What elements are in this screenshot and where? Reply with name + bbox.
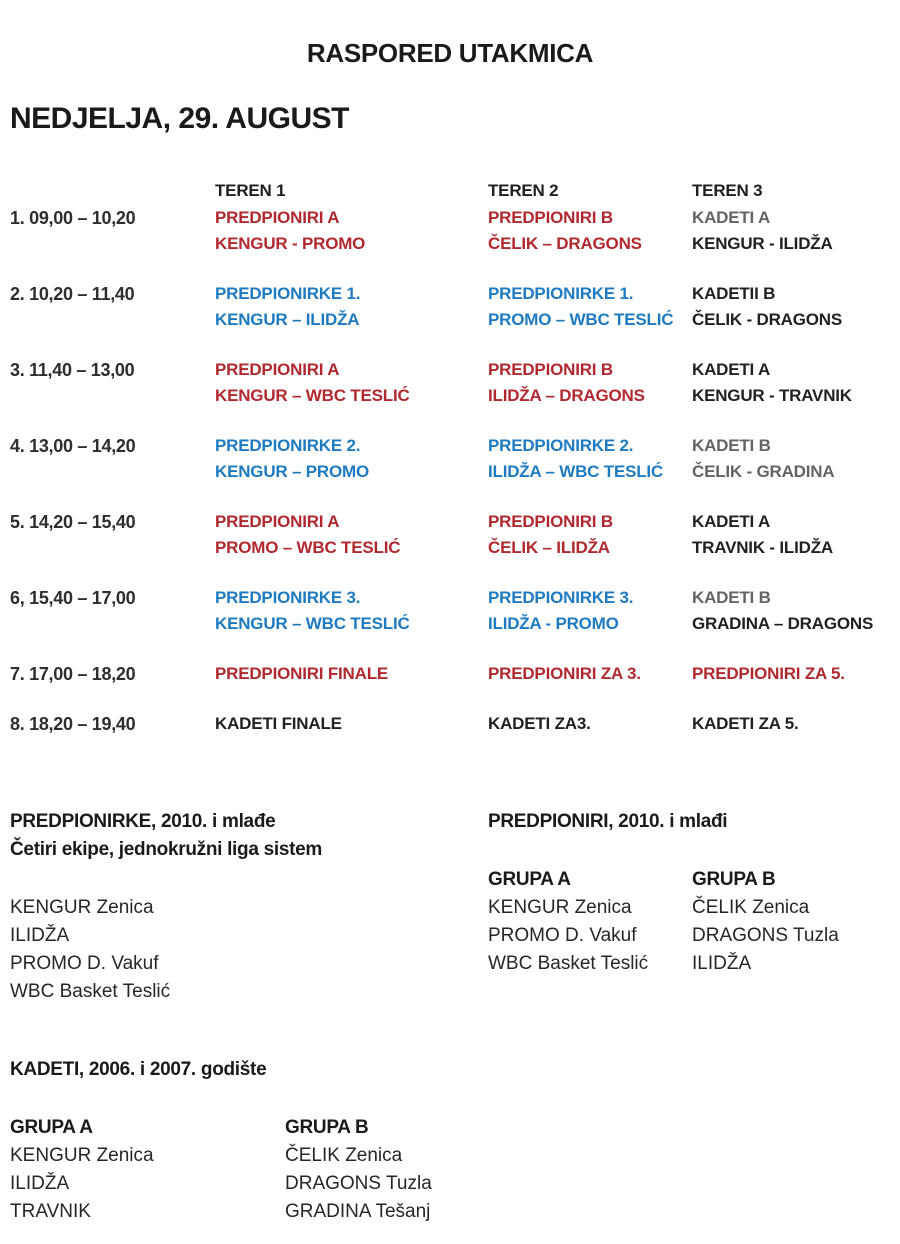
team-name: KENGUR Zenica — [488, 897, 632, 918]
court-cell-teren-1 — [215, 509, 488, 561]
group-title: GRUPA A — [488, 869, 571, 890]
section-title: KADETI, 2006. i 2007. godište — [10, 1059, 267, 1080]
court-cell-teren-1 — [215, 585, 488, 637]
schedule-row — [10, 205, 890, 257]
time-slot: 5. 14,20 – 15,40 — [10, 512, 136, 532]
match-line: KADETII B — [692, 284, 776, 303]
match-line: KADETI A — [692, 360, 771, 379]
group-a — [10, 1114, 285, 1226]
match-line: PREDPIONIRKE 2. — [215, 436, 361, 455]
match-line: KADETI A — [692, 512, 771, 531]
time-slot: 4. 13,00 – 14,20 — [10, 436, 136, 456]
match-line: PREDPIONIRI B — [488, 512, 613, 531]
match-line: ČELIK – ILIDŽA — [488, 538, 610, 557]
court-cell-teren-2 — [488, 661, 692, 687]
group-title: GRUPA B — [692, 869, 776, 890]
group-title: GRUPA A — [10, 1117, 93, 1138]
court-cell-teren-3 — [692, 585, 890, 637]
match-line: KENGUR - TRAVNIK — [692, 386, 852, 405]
schedule-row — [10, 433, 890, 485]
court-cell-teren-2 — [488, 585, 692, 637]
match-line: PREDPIONIRI A — [215, 208, 340, 227]
time-slot: 8. 18,20 – 19,40 — [10, 714, 136, 734]
team-list — [10, 894, 322, 1006]
team-name: WBC Basket Teslić — [488, 953, 649, 974]
court-header-teren-2: TEREN 2 — [488, 181, 559, 200]
team-list — [10, 1142, 285, 1226]
group-b — [285, 1114, 432, 1226]
match-line: ČELIK - GRADINA — [692, 462, 835, 481]
schedule-row — [10, 661, 890, 687]
court-cell-teren-2 — [488, 509, 692, 561]
page-title: RASPORED UTAKMICA — [306, 38, 594, 68]
match-line: PREDPIONIRI B — [488, 208, 613, 227]
team-name: GRADINA Tešanj — [285, 1201, 431, 1222]
section-title: PREDPIONIRKE, 2010. i mlađe — [10, 811, 276, 832]
team-name: ILIDŽA — [10, 925, 70, 946]
match-line: ČELIK - DRAGONS — [692, 310, 843, 329]
team-name: TRAVNIK — [10, 1201, 91, 1222]
court-cell-teren-2 — [488, 711, 692, 737]
court-cell-teren-1 — [215, 433, 488, 485]
court-cell-teren-1 — [215, 661, 488, 687]
court-cell-teren-3 — [692, 205, 890, 257]
team-name: ILIDŽA — [692, 953, 752, 974]
time-column-spacer — [10, 178, 215, 204]
match-line: PROMO – WBC TESLIĆ — [215, 538, 401, 557]
groups-container — [488, 866, 839, 978]
team-name: DRAGONS Tuzla — [692, 925, 839, 946]
court-cell-teren-3 — [692, 357, 890, 409]
match-line: KADETI ZA 5. — [692, 714, 799, 733]
match-line: KADETI B — [692, 436, 771, 455]
match-line: KENGUR – ILIDŽA — [215, 310, 360, 329]
match-line: ILIDŽA – WBC TESLIĆ — [488, 462, 664, 481]
match-line: PREDPIONIRI ZA 5. — [692, 664, 845, 683]
match-line: PREDPIONIRKE 3. — [215, 588, 361, 607]
team-list — [488, 894, 692, 978]
time-slot: 2. 10,20 – 11,40 — [10, 284, 135, 304]
match-line: PREDPIONIRI A — [215, 512, 340, 531]
court-cell-teren-3 — [692, 661, 890, 687]
section-predpionirke — [10, 808, 322, 1006]
team-name: ČELIK Zenica — [692, 897, 810, 918]
court-cell-teren-3 — [692, 711, 890, 737]
court-cell-teren-3 — [692, 281, 890, 333]
match-line: PREDPIONIRKE 2. — [488, 436, 634, 455]
court-cell-teren-2 — [488, 205, 692, 257]
group-title: GRUPA B — [285, 1117, 369, 1138]
match-line: KADETI FINALE — [215, 714, 342, 733]
schedule-row — [10, 509, 890, 561]
court-cell-teren-1 — [215, 357, 488, 409]
match-line: ČELIK – DRAGONS — [488, 234, 642, 253]
team-name: DRAGONS Tuzla — [285, 1173, 432, 1194]
match-line: PREDPIONIRI A — [215, 360, 340, 379]
time-slot: 3. 11,40 – 13,00 — [10, 360, 135, 380]
section-predpioniri — [488, 808, 839, 978]
schedule-row — [10, 357, 890, 409]
time-slot: 6, 15,40 – 17,00 — [10, 588, 136, 608]
team-name: PROMO D. Vakuf — [488, 925, 637, 946]
team-list — [285, 1142, 432, 1226]
team-name: WBC Basket Teslić — [10, 981, 171, 1002]
match-line: ILIDŽA – DRAGONS — [488, 386, 645, 405]
time-slot: 7. 17,00 – 18,20 — [10, 664, 136, 684]
match-line: PREDPIONIRI ZA 3. — [488, 664, 641, 683]
match-line: ILIDŽA - PROMO — [488, 614, 619, 633]
schedule-row — [10, 711, 890, 737]
match-line: PREDPIONIRKE 1. — [215, 284, 361, 303]
court-cell-teren-1 — [215, 281, 488, 333]
match-line: KADETI ZA3. — [488, 714, 591, 733]
schedule-row — [10, 281, 890, 333]
schedule-body — [10, 205, 890, 737]
team-name: KENGUR Zenica — [10, 1145, 154, 1166]
team-list — [692, 894, 839, 978]
match-line: KENGUR – WBC TESLIĆ — [215, 614, 410, 633]
schedule-table — [10, 178, 890, 761]
match-line: TRAVNIK - ILIDŽA — [692, 538, 833, 557]
group-b — [692, 866, 839, 978]
match-line: KENGUR – WBC TESLIĆ — [215, 386, 410, 405]
match-line: KENGUR - PROMO — [215, 234, 366, 253]
match-line: KENGUR - ILIDŽA — [692, 234, 833, 253]
match-line: GRADINA – DRAGONS — [692, 614, 874, 633]
court-header-teren-3: TEREN 3 — [692, 181, 763, 200]
team-name: ILIDŽA — [10, 1173, 70, 1194]
section-kadeti — [10, 1056, 432, 1226]
match-line: PREDPIONIRKE 1. — [488, 284, 634, 303]
court-cell-teren-1 — [215, 711, 488, 737]
match-line: KENGUR – PROMO — [215, 462, 369, 481]
match-line: KADETI B — [692, 588, 771, 607]
section-title: PREDPIONIRI, 2010. i mlađi — [488, 811, 728, 832]
court-cell-teren-1 — [215, 205, 488, 257]
groups-container — [10, 1114, 432, 1226]
schedule-row — [10, 585, 890, 637]
match-line: PROMO – WBC TESLIĆ — [488, 310, 674, 329]
match-line: PREDPIONIRI B — [488, 360, 613, 379]
court-cell-teren-3 — [692, 433, 890, 485]
match-line: KADETI A — [692, 208, 771, 227]
time-slot: 1. 09,00 – 10,20 — [10, 208, 136, 228]
court-cell-teren-2 — [488, 433, 692, 485]
day-heading: NEDJELJA, 29. AUGUST — [10, 102, 349, 135]
team-name: ČELIK Zenica — [285, 1145, 403, 1166]
court-header-teren-1: TEREN 1 — [215, 181, 286, 200]
match-line: PREDPIONIRI FINALE — [215, 664, 389, 683]
match-line: PREDPIONIRKE 3. — [488, 588, 634, 607]
court-cell-teren-2 — [488, 281, 692, 333]
court-cell-teren-3 — [692, 509, 890, 561]
section-subtitle: Četiri ekipe, jednokružni liga sistem — [10, 839, 322, 860]
team-name: PROMO D. Vakuf — [10, 953, 159, 974]
schedule-header-row — [10, 178, 890, 204]
team-name: KENGUR Zenica — [10, 897, 154, 918]
court-cell-teren-2 — [488, 357, 692, 409]
group-a — [488, 866, 692, 978]
